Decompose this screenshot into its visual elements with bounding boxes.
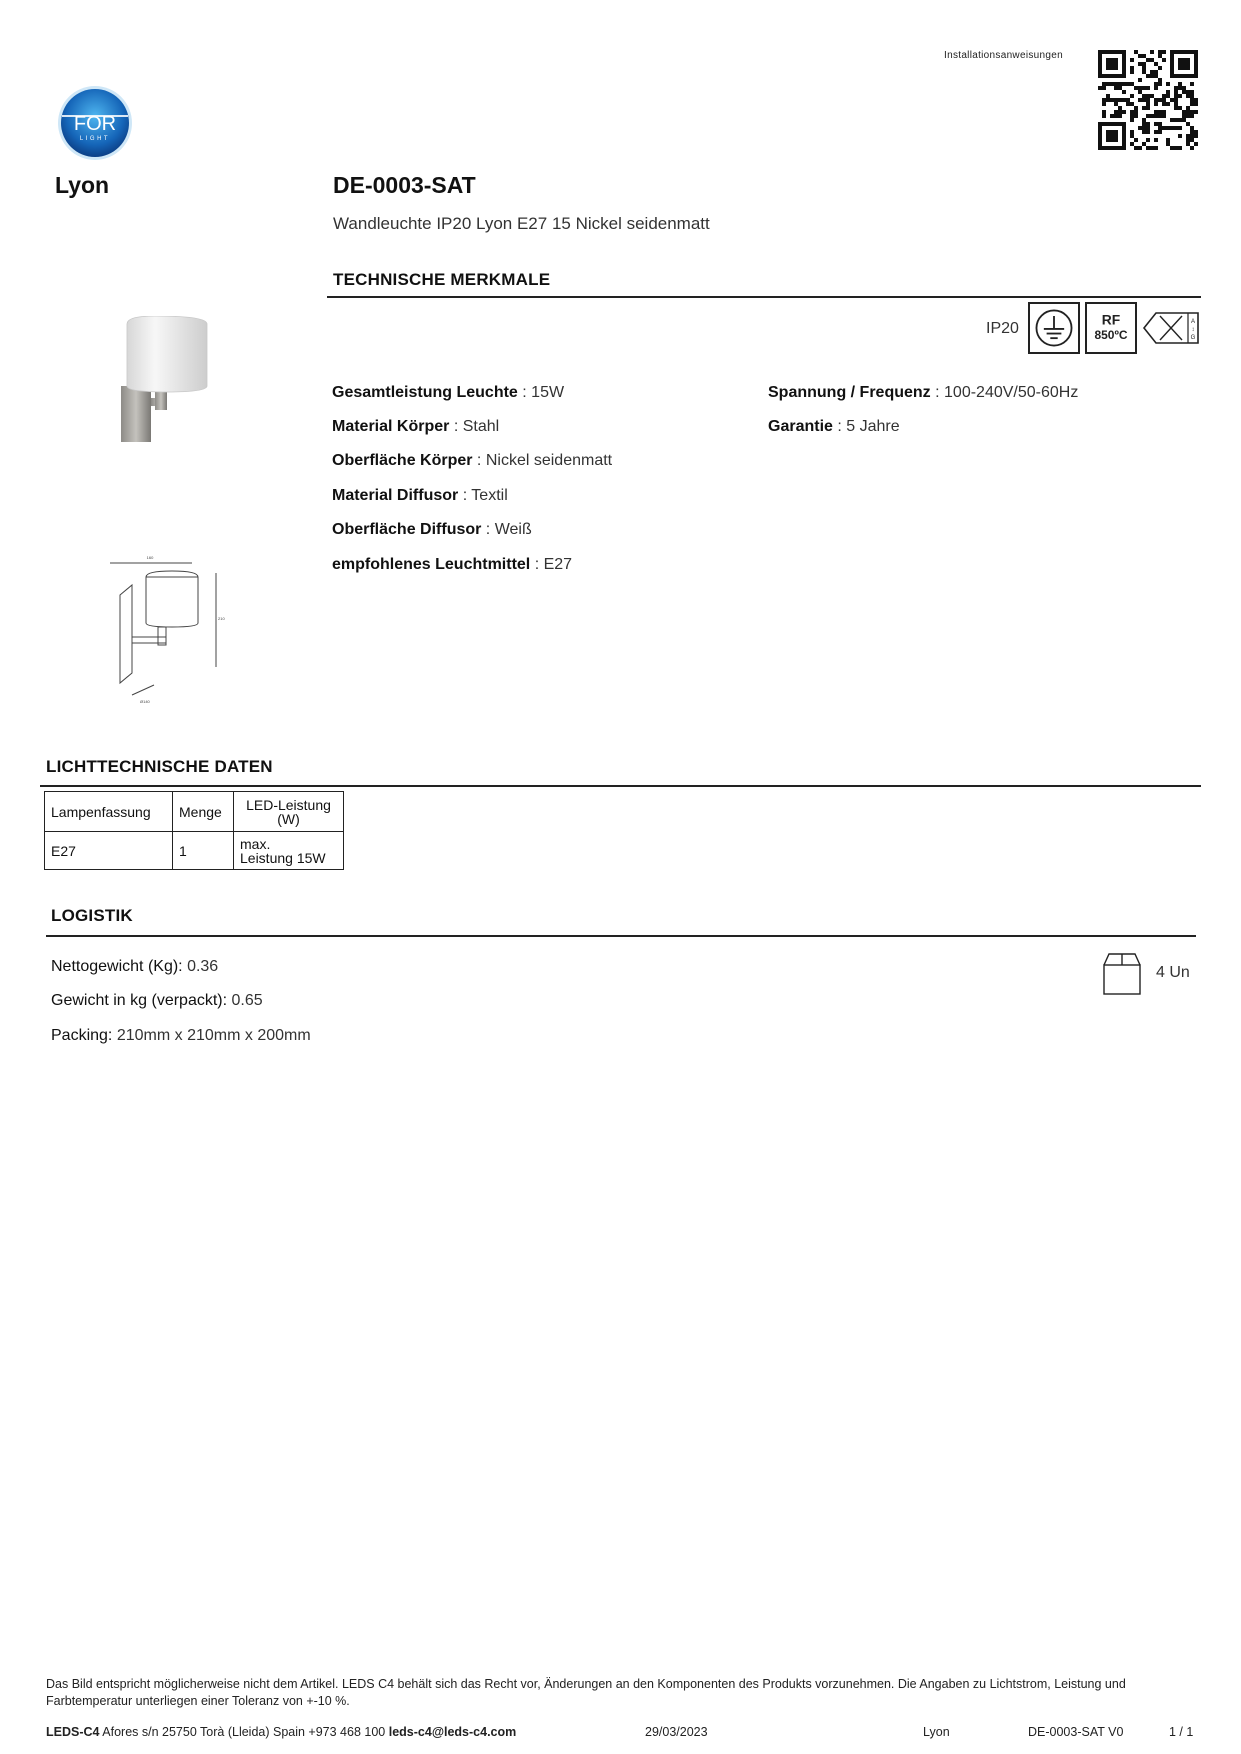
svg-text:↕: ↕ bbox=[1191, 327, 1195, 333]
cert-rf-temp: 850ºC bbox=[1094, 328, 1128, 343]
qr-code-icon[interactable] bbox=[1098, 50, 1198, 150]
packing-dimensions: Packing: 210mm x 210mm x 200mm bbox=[51, 1027, 311, 1044]
ip-rating: IP20 bbox=[986, 320, 1019, 337]
footer-family: Lyon bbox=[923, 1725, 950, 1739]
spec-body-material: Material Körper : Stahl bbox=[332, 418, 500, 435]
footer-page-number: 1 / 1 bbox=[1169, 1725, 1194, 1739]
cert-rf-text: RF bbox=[1101, 311, 1121, 328]
product-description: Wandleuchte IP20 Lyon E27 15 Nickel seidenmatt bbox=[333, 214, 710, 233]
spec-body-finish: Oberfläche Körper : Nickel seidenmatt bbox=[332, 452, 613, 469]
svg-text:210: 210 bbox=[218, 616, 225, 621]
light-data-table bbox=[44, 791, 344, 870]
spec-warranty: Garantie : 5 Jahre bbox=[768, 418, 900, 435]
svg-text:Ø140: Ø140 bbox=[140, 699, 150, 704]
header-led-power: LED-Leistung (W) bbox=[234, 792, 344, 832]
header-socket: Lampenfassung bbox=[45, 792, 173, 832]
table-header-row bbox=[45, 792, 344, 832]
energy-class-icon bbox=[1142, 310, 1200, 346]
footer-date: 29/03/2023 bbox=[645, 1725, 708, 1739]
spec-diffuser-finish: Oberfläche Diffusor : Weiß bbox=[332, 521, 532, 538]
cell-socket: E27 bbox=[45, 832, 173, 870]
footer-company: LEDS-C4 Afores s/n 25750 Torà (Lleida) Spain +973 468 100 leds-c4@leds-c4.com bbox=[46, 1725, 517, 1739]
section-divider bbox=[327, 296, 1201, 298]
product-photo bbox=[115, 316, 215, 446]
installation-instructions-label: Installationsanweisungen bbox=[944, 50, 1063, 61]
header-quantity: Menge bbox=[173, 792, 234, 832]
logo-text: FOR bbox=[73, 113, 117, 135]
dimension-drawing bbox=[110, 555, 250, 705]
product-code: DE-0003-SAT bbox=[333, 172, 476, 198]
section-divider bbox=[46, 935, 1196, 937]
product-family: Lyon bbox=[55, 172, 110, 198]
packed-weight: Gewicht in kg (verpackt): 0.65 bbox=[51, 992, 263, 1009]
units-per-box: 4 Un bbox=[1156, 964, 1190, 981]
box-icon bbox=[1103, 953, 1141, 995]
table-row bbox=[45, 832, 344, 870]
light-data-section-title: LICHTTECHNISCHE DATEN bbox=[46, 757, 273, 776]
cell-quantity: 1 bbox=[173, 832, 234, 870]
protective-earth-icon bbox=[1028, 302, 1080, 354]
cell-power: max. Leistung 15W bbox=[234, 832, 344, 870]
spec-total-power: Gesamtleistung Leuchte : 15W bbox=[332, 384, 565, 401]
for-light-logo bbox=[56, 84, 134, 162]
logo-subtext: LIGHT bbox=[79, 136, 111, 142]
svg-text:A: A bbox=[1190, 319, 1196, 325]
spec-diffuser-material: Material Diffusor : Textil bbox=[332, 487, 508, 504]
spec-recommended-lamp: empfohlenes Leuchtmittel : E27 bbox=[332, 556, 573, 573]
technical-section-title: TECHNISCHE MERKMALE bbox=[333, 270, 551, 289]
section-divider bbox=[40, 785, 1201, 787]
svg-text:G: G bbox=[1190, 335, 1196, 341]
footer-disclaimer: Das Bild entspricht möglicherweise nicht dem Artikel. LEDS C4 behält sich das Recht vor, Änderungen an den Komponenten des Produkts vorzunehmen. Die Angaben zu Lichtstrom, Leistung und Farbtemperatur unterliegen einer Toleranz von +-10 %. bbox=[46, 1677, 1126, 1708]
footer-email[interactable]: leds-c4@leds-c4.com bbox=[388, 1725, 517, 1739]
svg-text:160: 160 bbox=[146, 555, 154, 560]
fire-resistance-icon bbox=[1085, 302, 1137, 354]
footer-code-version: DE-0003-SAT V0 bbox=[1028, 1725, 1124, 1739]
spec-voltage-frequency: Spannung / Frequenz : 100-240V/50-60Hz bbox=[768, 384, 1079, 401]
net-weight: Nettogewicht (Kg): 0.36 bbox=[51, 958, 219, 975]
logistics-section-title: LOGISTIK bbox=[51, 906, 133, 925]
